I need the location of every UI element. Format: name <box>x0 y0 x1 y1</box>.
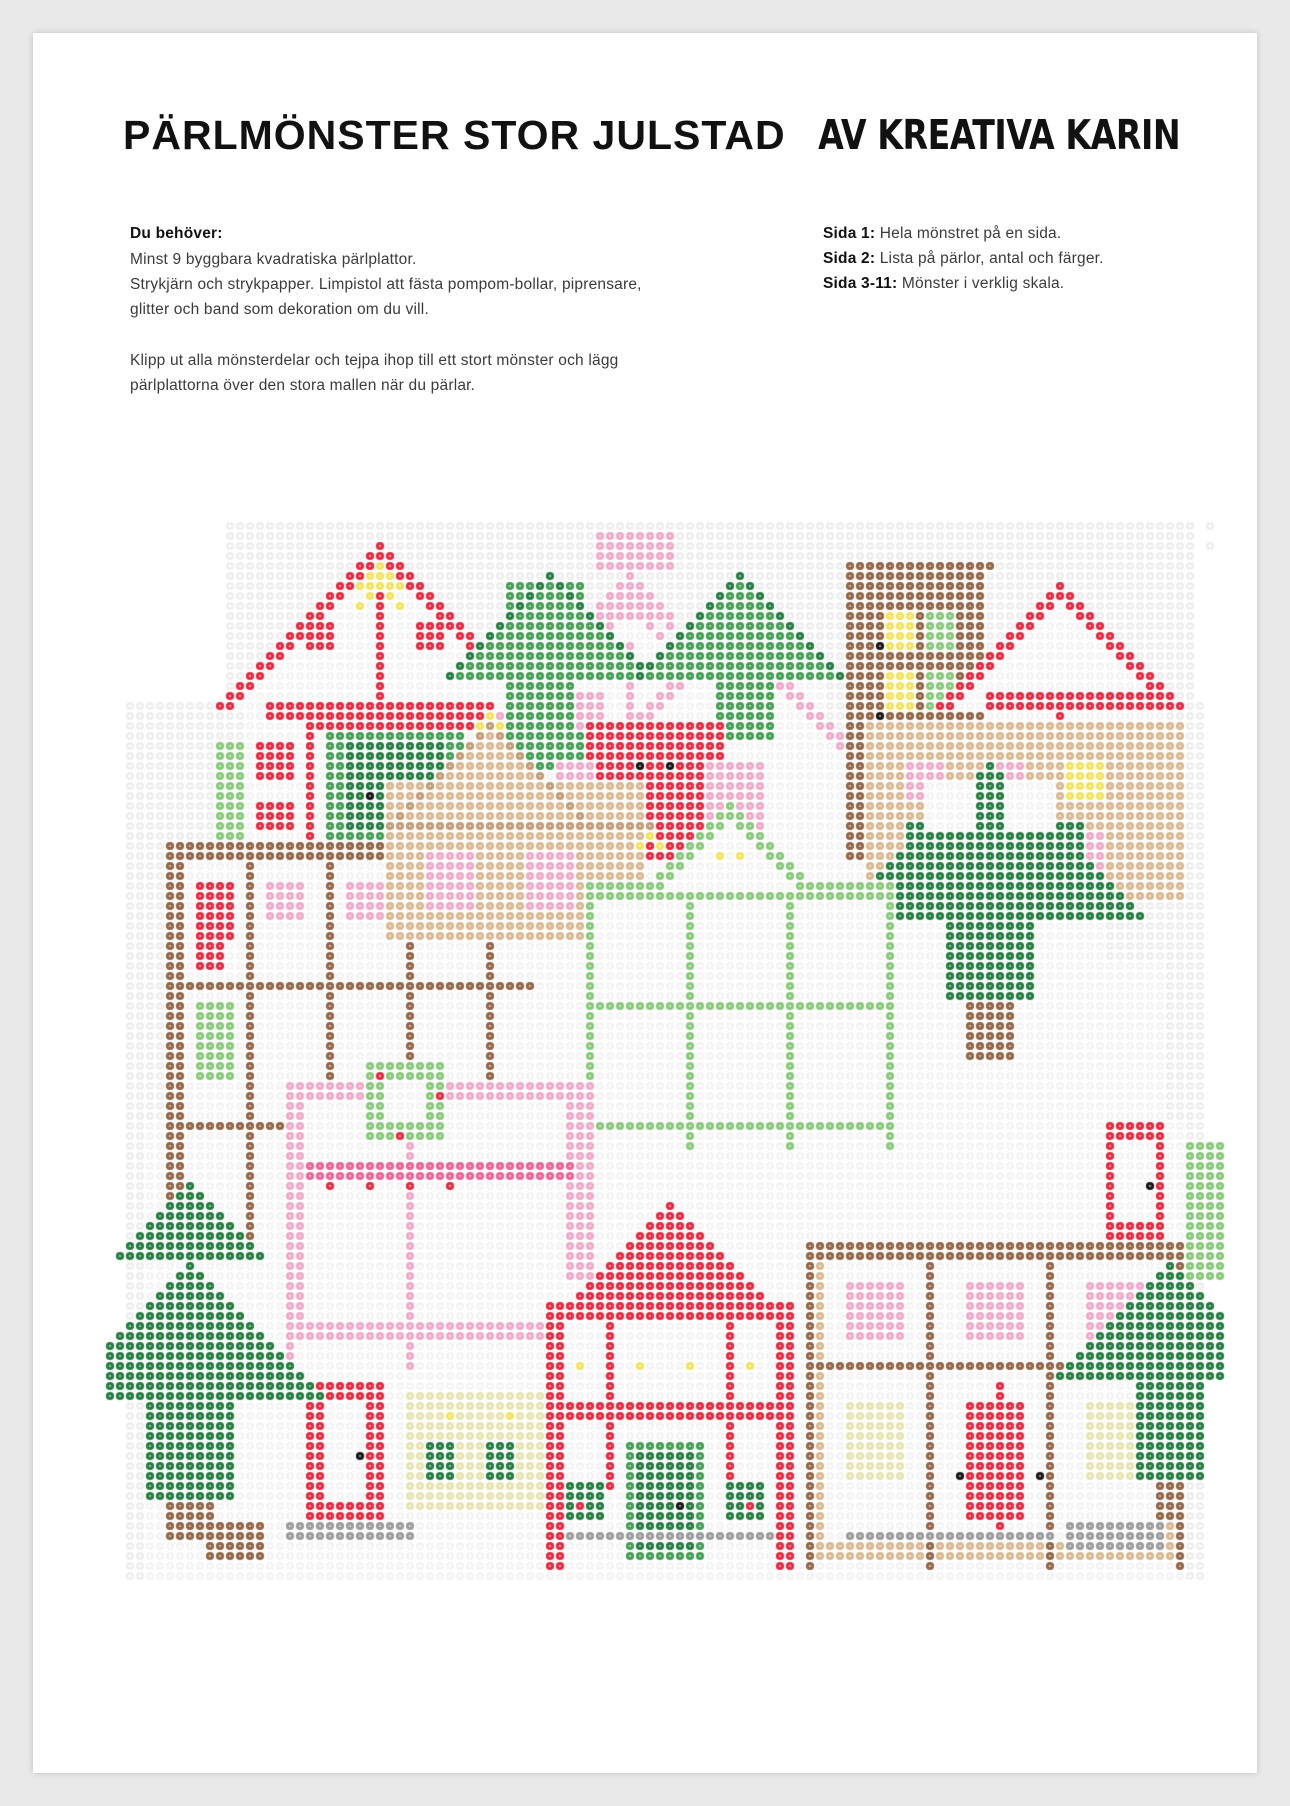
contents-row-1-text: Hela mönstret på en sida. <box>875 225 1062 242</box>
page-title <box>123 111 1181 159</box>
materials-line-1: Minst 9 byggbara kvadratiska pärlplattor. <box>130 251 417 268</box>
contents-row-1 <box>823 221 1243 246</box>
bead-pattern-canvas <box>105 521 1225 1611</box>
pattern-sheet <box>33 33 1257 1773</box>
bead-pattern-figure <box>105 521 1225 1611</box>
contents-row-2-label: Sida 2: <box>823 250 876 267</box>
contents-row-3-label: Sida 3-11: <box>823 275 898 292</box>
contents-row-2 <box>823 246 1243 271</box>
materials-line-3: glitter och band som dekoration om du vill. <box>130 301 429 318</box>
materials-column <box>130 221 770 398</box>
page-title-main: PÄRLMÖNSTER STOR JULSTAD <box>123 112 798 158</box>
instructions-line-2: pärlplattorna över den stora mallen när du pärlar. <box>130 377 476 394</box>
instructions-line-1: Klipp ut alla mönsterdelar och tejpa ihop till ett stort mönster och lägg <box>130 352 619 369</box>
contents-row-3 <box>823 271 1243 296</box>
contents-row-3-text: Mönster i verklig skala. <box>897 275 1065 292</box>
contents-column <box>823 221 1243 296</box>
materials-line-2: Strykjärn och strykpapper. Limpistol att fästa pompom-bollar, piprensare, <box>130 276 642 293</box>
contents-row-2-text: Lista på pärlor, antal och färger. <box>875 250 1104 267</box>
page-title-author: AV KREATIVA KARIN <box>818 111 1181 159</box>
materials-heading: Du behöver: <box>130 225 223 242</box>
contents-row-1-label: Sida 1: <box>823 225 876 242</box>
